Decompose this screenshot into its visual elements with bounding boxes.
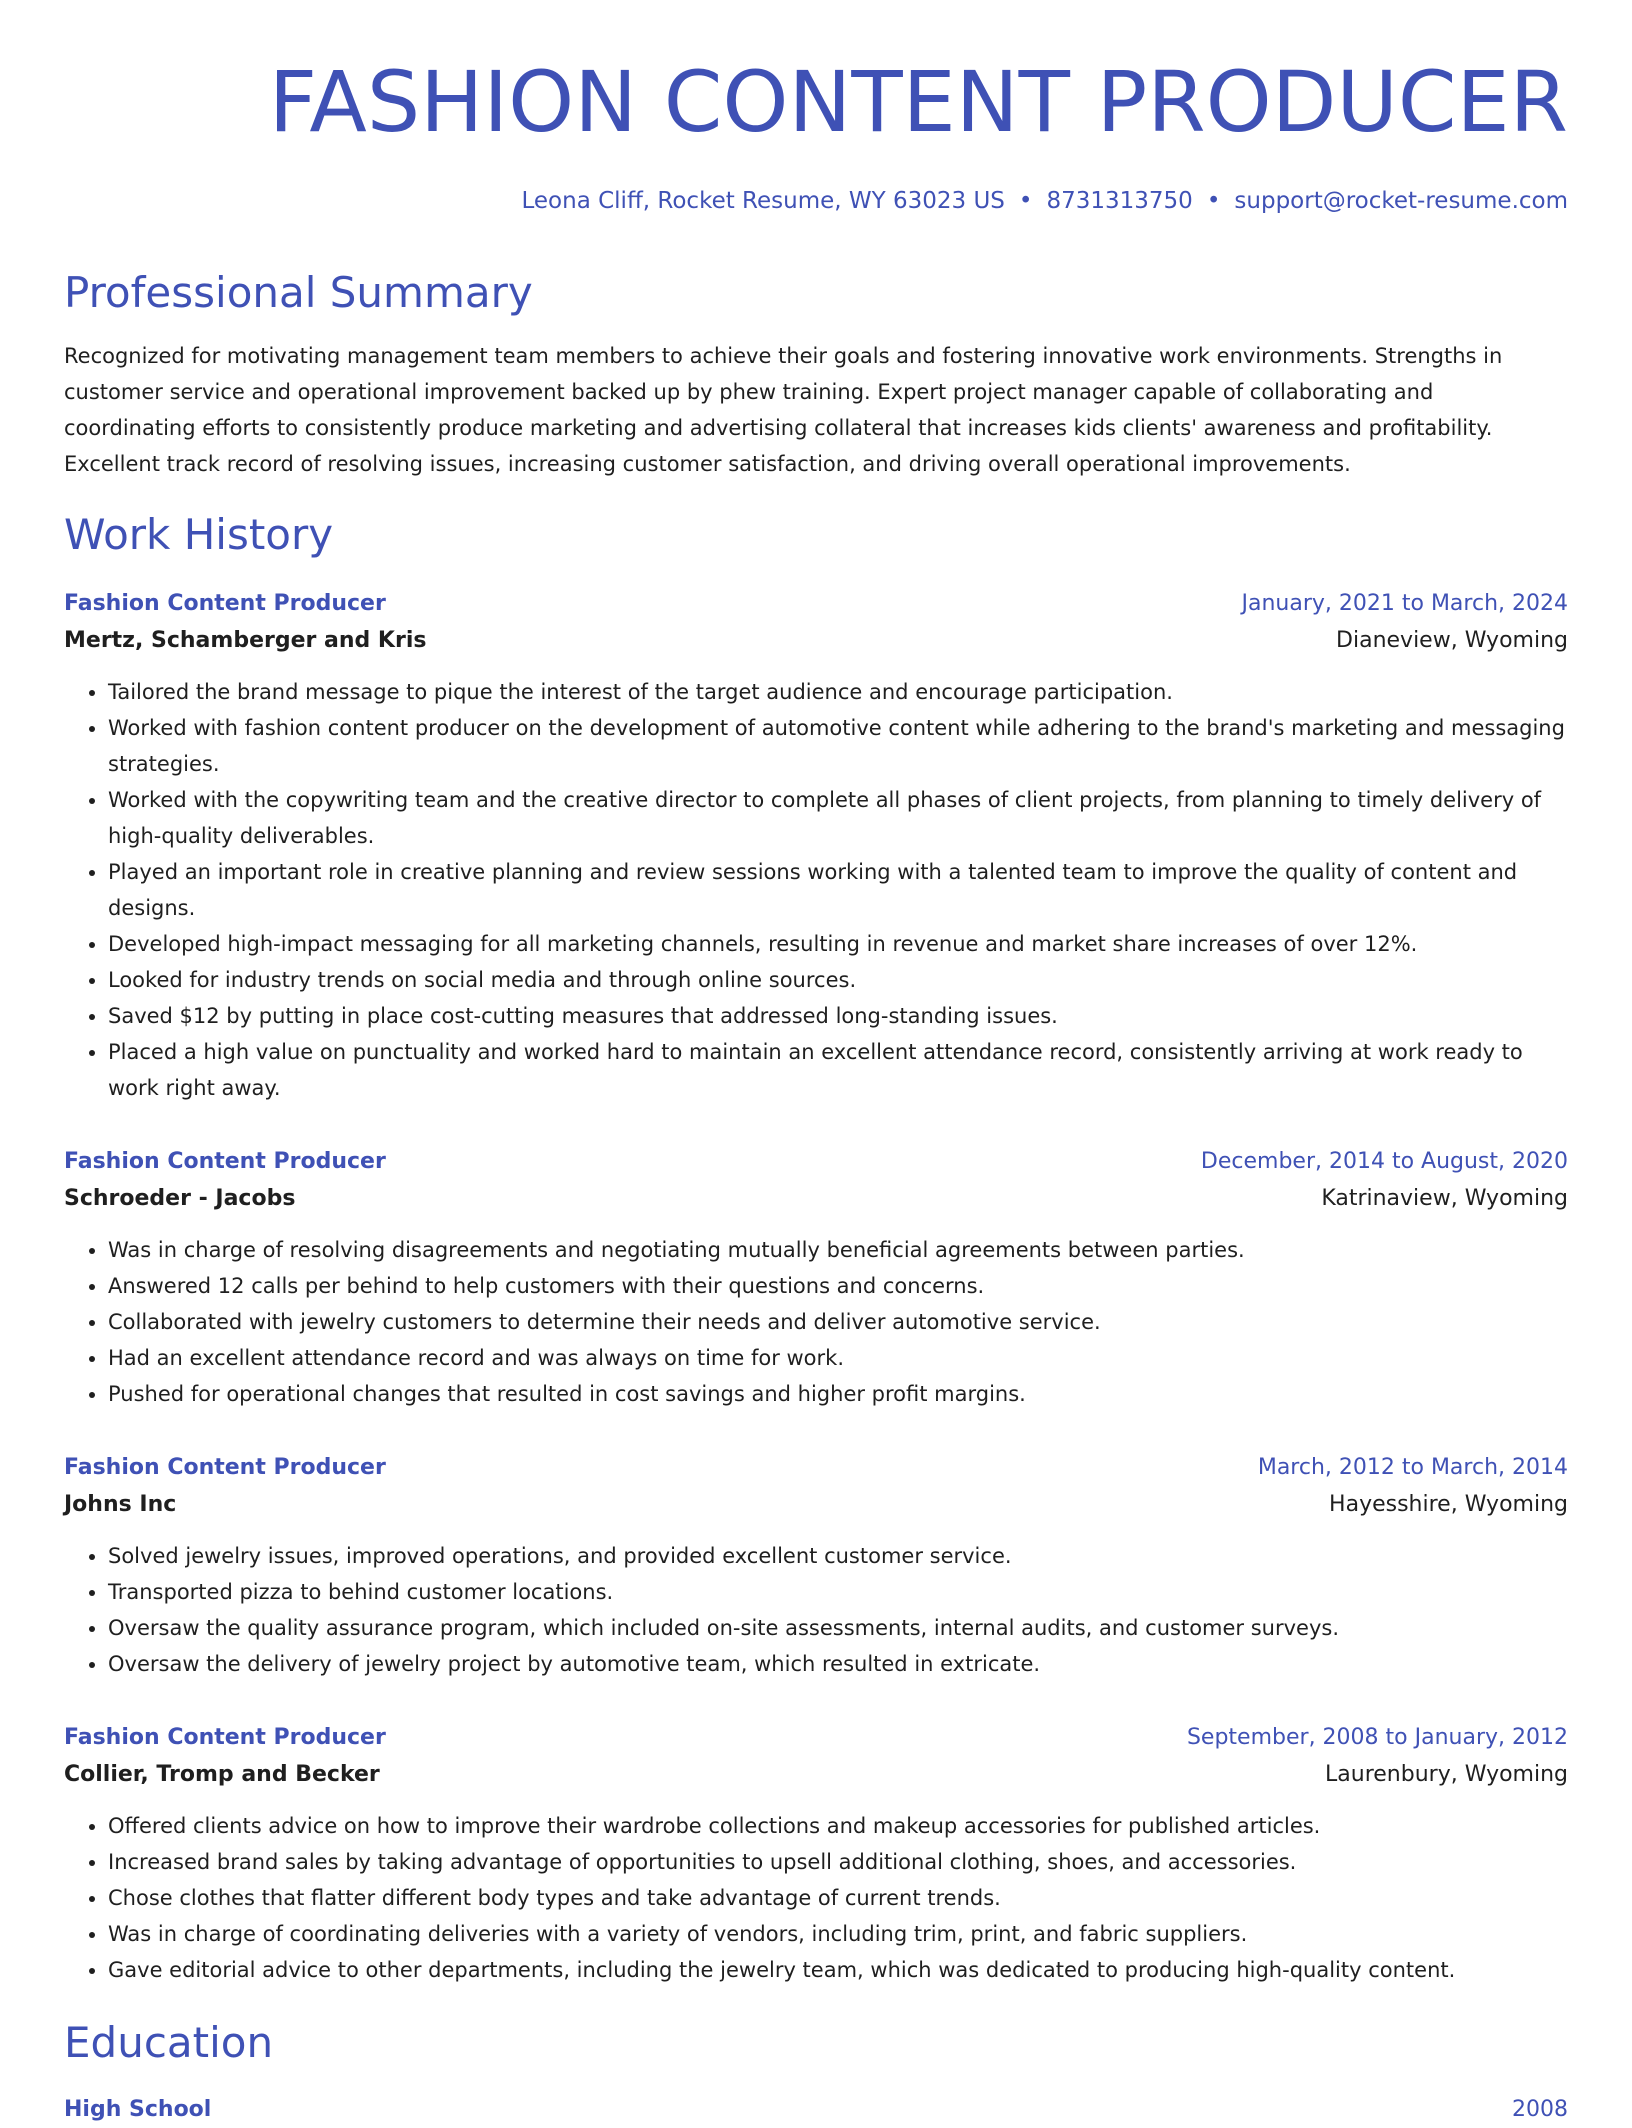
resume-page	[64, 0, 1568, 2128]
job-title: Fashion Content Producer	[64, 1455, 386, 1480]
job-dates: March, 2012 to March, 2014	[1257, 1455, 1568, 1480]
job-company: Johns Inc	[64, 1492, 177, 1517]
job-bullet: • Chose clothes that flatter different body types and take advantage of current trends.	[108, 1880, 1568, 1916]
job-bullet: • Worked with fashion content producer on the development of automotive content while adhering to the brand's marketing and messaging strategies.	[108, 710, 1568, 782]
education-entry	[64, 2092, 1568, 2128]
job-bullet: • Collaborated with jewelry customers to determine their needs and deliver automotive service.	[108, 1304, 1568, 1340]
job-location: Hayesshire, Wyoming	[1329, 1492, 1568, 1517]
contact-line	[64, 186, 1568, 216]
job-company-row	[64, 1180, 1568, 1218]
contact-separator: •	[1206, 188, 1221, 214]
job-company-row	[64, 1756, 1568, 1794]
job-company: Mertz, Schamberger and Kris	[64, 628, 427, 653]
job-entry	[64, 1720, 1568, 1988]
job-bullet: • Worked with the copywriting team and the creative director to complete all phases of client projects, from planning to timely delivery of high-quality deliverables.	[108, 782, 1568, 854]
work-history-heading: Work History	[64, 510, 334, 559]
job-bullet: • Saved $12 by putting in place cost-cutting measures that addressed long-standing issues.	[108, 998, 1568, 1034]
job-company-row	[64, 622, 1568, 660]
job-bullet: • Was in charge of coordinating deliveries with a variety of vendors, including trim, print, and fabric suppliers.	[108, 1916, 1568, 1952]
job-bullets	[64, 674, 1568, 1106]
job-title: Fashion Content Producer	[64, 1725, 386, 1750]
job-bullets	[64, 1538, 1568, 1682]
education-list	[64, 2092, 1568, 2128]
job-header-row	[64, 1144, 1568, 1180]
job-header-row	[64, 1450, 1568, 1486]
summary-text: Recognized for motivating management team members to achieve their goals and fostering innovative work environments. Strengths in customer service and operational improvement backed up by phew training. Expert project manager capable of collaborating and coordinating efforts to consistently produce marketing and advertising collateral that increases kids clients' awareness and profitability. Excellent track record of resolving issues, increasing customer satisfaction, and driving overall operational improvements.	[64, 344, 1503, 476]
contact-address: Leona Cliff, Rocket Resume, WY 63023 US	[521, 188, 1005, 214]
work-history-list	[64, 586, 1568, 1988]
contact-email[interactable]: support@rocket-resume.com	[1234, 188, 1568, 214]
job-bullet: • Developed high-impact messaging for all marketing channels, resulting in revenue and market share increases of over 12%.	[108, 926, 1568, 962]
job-bullet: • Had an excellent attendance record and was always on time for work.	[108, 1340, 1568, 1376]
job-location: Dianeview, Wyoming	[1336, 628, 1568, 653]
job-dates: September, 2008 to January, 2012	[1186, 1725, 1568, 1750]
job-title: Fashion Content Producer	[64, 591, 386, 616]
job-dates: January, 2021 to March, 2024	[1241, 591, 1568, 616]
job-location: Laurenbury, Wyoming	[1325, 1762, 1568, 1787]
contact-phone: 8731313750	[1046, 188, 1193, 214]
job-entry	[64, 1144, 1568, 1412]
contact-separator: •	[1018, 188, 1033, 214]
job-bullet: • Was in charge of resolving disagreements and negotiating mutually beneficial agreements between parties.	[108, 1232, 1568, 1268]
job-location: Katrinaview, Wyoming	[1321, 1186, 1568, 1211]
job-bullet: • Offered clients advice on how to improve their wardrobe collections and makeup accessories for published articles.	[108, 1808, 1568, 1844]
job-entry	[64, 1450, 1568, 1682]
resume-title: FASHION CONTENT PRODUCER	[268, 53, 1568, 151]
job-bullet: • Transported pizza to behind customer locations.	[108, 1574, 1568, 1610]
job-bullet: • Played an important role in creative planning and review sessions working with a talented team to improve the quality of content and designs.	[108, 854, 1568, 926]
job-header-row	[64, 1720, 1568, 1756]
job-dates: December, 2014 to August, 2020	[1200, 1149, 1568, 1174]
job-bullet: • Answered 12 calls per behind to help customers with their questions and concerns.	[108, 1268, 1568, 1304]
job-bullet: • Pushed for operational changes that resulted in cost savings and higher profit margins.	[108, 1376, 1568, 1412]
summary-heading: Professional Summary	[64, 268, 533, 317]
job-bullet: • Tailored the brand message to pique the interest of the target audience and encourage participation.	[108, 674, 1568, 710]
job-bullet: • Looked for industry trends on social media and through online sources.	[108, 962, 1568, 998]
job-bullet: • Increased brand sales by taking advantage of opportunities to upsell additional clothing, shoes, and accessories.	[108, 1844, 1568, 1880]
job-entry	[64, 586, 1568, 1106]
education-year: 2008	[1512, 2097, 1568, 2122]
job-bullets	[64, 1232, 1568, 1412]
job-header-row	[64, 586, 1568, 622]
job-bullet: • Oversaw the quality assurance program, which included on-site assessments, internal audits, and customer surveys.	[108, 1610, 1568, 1646]
education-heading: Education	[64, 2018, 274, 2067]
job-company: Schroeder - Jacobs	[64, 1186, 296, 1211]
job-bullet: • Gave editorial advice to other departments, including the jewelry team, which was dedicated to producing high-quality content.	[108, 1952, 1568, 1988]
job-bullets	[64, 1808, 1568, 1988]
job-bullet: • Oversaw the delivery of jewelry project by automotive team, which resulted in extricate.	[108, 1646, 1568, 1682]
job-title: Fashion Content Producer	[64, 1149, 386, 1174]
job-bullet: • Placed a high value on punctuality and worked hard to maintain an excellent attendance record, consistently arriving at work ready to work right away.	[108, 1034, 1568, 1106]
job-company-row	[64, 1486, 1568, 1524]
job-company: Collier, Tromp and Becker	[64, 1762, 380, 1787]
education-school: High School	[64, 2097, 212, 2122]
job-bullet: • Solved jewelry issues, improved operations, and provided excellent customer service.	[108, 1538, 1568, 1574]
